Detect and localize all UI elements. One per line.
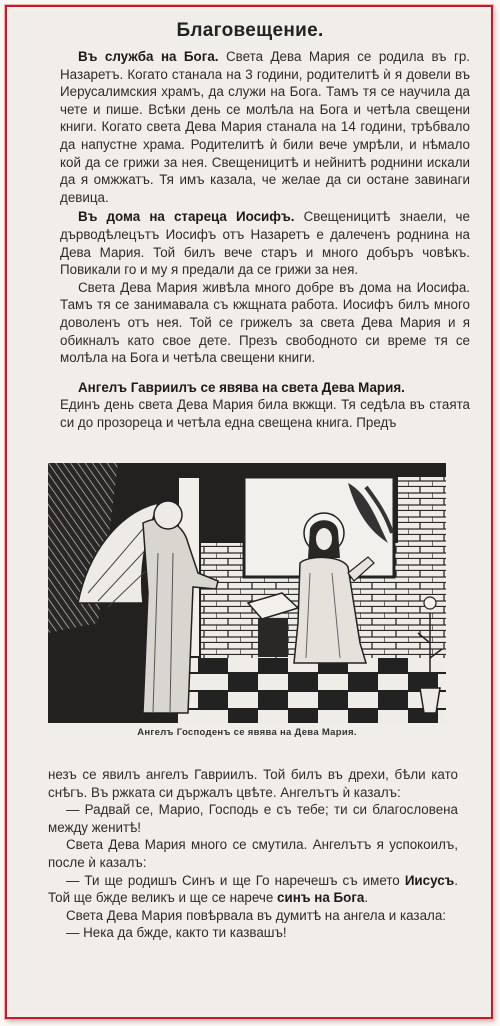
section-joseph-home: [60, 208, 470, 366]
text-segment: — Ти ще родишъ Синъ и ще Го наречешъ съ името: [66, 872, 405, 888]
paragraph: Единъ день света Дева Мария била вкжщи. Тя седѣла въ стаята си до прозореца и четѣла една свещена книга. Предъ: [60, 397, 470, 430]
section-annunciation: [60, 379, 470, 432]
section-heading: Въ служба на Бога.: [78, 49, 219, 64]
figure-caption: Ангелъ Господенъ се явява на Дева Мария.: [137, 727, 357, 738]
page-title: Благовещение.: [176, 20, 324, 41]
paragraph: Света Дева Мария живѣла много добре въ дома на Иосифа. Тамъ тя се занимавала съ кжщната работа. Иосифъ билъ много доволенъ отъ нея. Той се грижелъ за света Дева Мария и я обикналъ като свое дете. Презъ свободното си време тя се молѣла на Бога и четѣла свещени книги.: [60, 279, 470, 366]
mary-reply: — Нека да бжде, както ти казвашъ!: [66, 925, 287, 941]
section-heading: Въ дома на стареца Иосифъ.: [78, 209, 295, 225]
annunciation-illustration: [48, 463, 446, 723]
angel-greeting: — Радвай се, Марио, Господь е съ тебе; ти си благословена между женитѣ!: [48, 802, 458, 835]
son-of-god: синъ на Бога: [277, 890, 365, 906]
section-text: Свещеницитѣ знаели, че дърводѣлецътъ Иосифъ отъ Назаретъ е далеченъ роднина на Дева Мария. Той билъ вече старъ и много добъръ човѣкъ. Повикали го и му я предали да се грижи за нея.: [60, 209, 470, 278]
angel-prophecy: [48, 872, 458, 907]
paragraph: Света Дева Мария много се смутила. Ангелътъ я успокоилъ, после ѝ казалъ:: [48, 837, 458, 870]
section-service-to-god: [60, 48, 470, 206]
paragraph: незъ се явилъ ангелъ Гавриилъ. Той билъ въ дрехи, бѣли като снѣгъ. Въ ржката си държалъ цвѣте. Ангелътъ ѝ казалъ:: [48, 767, 458, 800]
section-heading: Ангелъ Гавриилъ се явява на света Дева Мария.: [78, 379, 405, 395]
illustration-drawing: [48, 463, 446, 723]
section-text: Света Дева Мария се родила въ гр. Назаретъ. Когато станала на 3 години, родителитѣ ѝ я довели въ Иерусалимския храмъ, да служи на Бога. Тамъ тя се научила да чете и пише. Всѣки день се молѣла на Бога и четѣла свещени книги. Когато света Дева Мария станала на 14 години, трѣбвало да напустне храма. Родителитѣ ѝ били вече умрѣли, и нѣмало кой да се грижи за нея. Свещеницитѣ и нейнитѣ роднини искали да я омжжатъ. Тя имъ казала, че желае да си остане завинаги девица.: [60, 49, 470, 205]
checkered-floor: [178, 658, 446, 723]
paragraph: Света Дева Мария повѣрвала въ думитѣ на ангела и казала:: [66, 907, 446, 923]
text-segment: . Той ще бжде великъ и ще се нарече: [48, 872, 458, 906]
name-jesus: Иисусъ: [404, 872, 455, 888]
continuation-text: [48, 766, 458, 942]
text-segment: .: [364, 890, 369, 906]
